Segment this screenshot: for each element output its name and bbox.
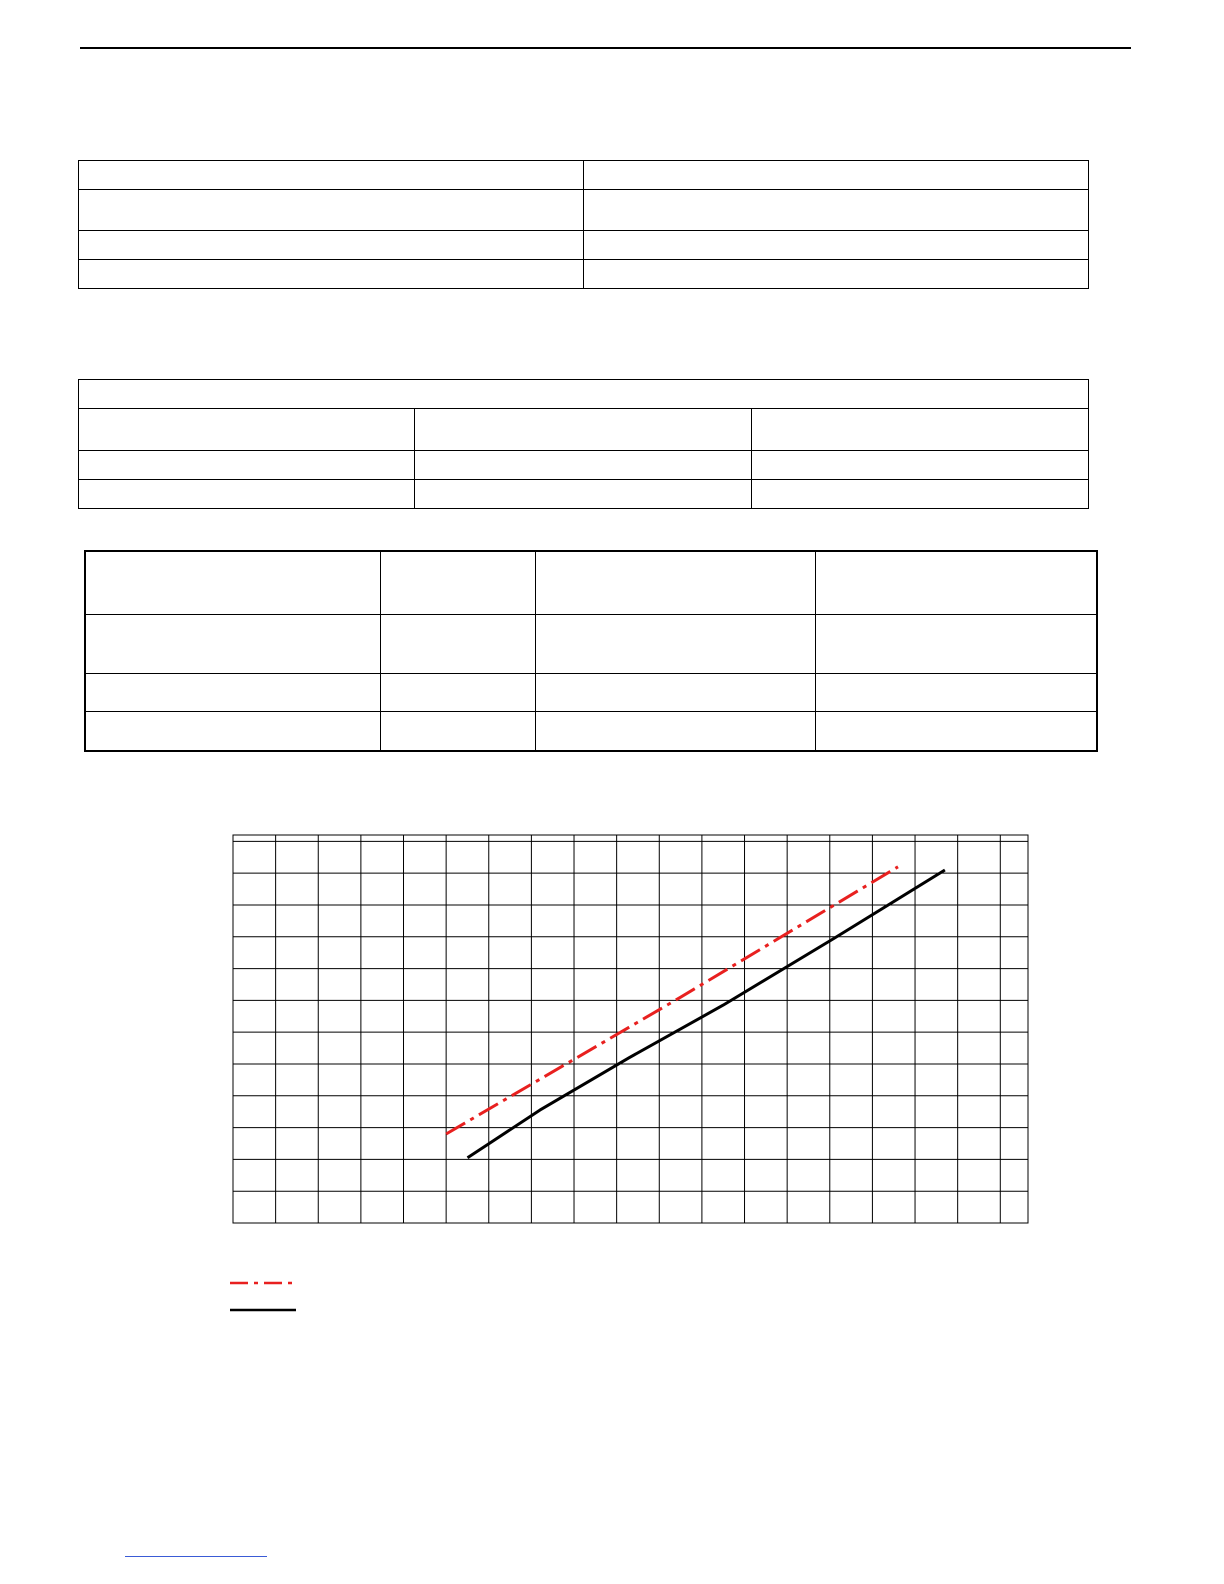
table-cell: [752, 451, 1089, 480]
table-cell: [535, 673, 815, 711]
table-cell: [535, 614, 815, 673]
table-header-cell: [79, 380, 1089, 409]
table-cell: [79, 161, 584, 190]
chart-series-group: [446, 867, 945, 1158]
table-cell: [415, 480, 752, 509]
spec-table-1: [78, 160, 1089, 289]
header-rule: [80, 47, 1131, 49]
chart-legend: [230, 1270, 310, 1320]
table-cell: [79, 451, 415, 480]
table-cell: [85, 551, 380, 614]
table-cell: [415, 451, 752, 480]
table-header-row: [79, 380, 1089, 409]
table-cell: [85, 614, 380, 673]
table-cell: [815, 614, 1097, 673]
table-cell: [815, 673, 1097, 711]
table-cell: [584, 260, 1089, 289]
table-cell: [380, 551, 535, 614]
table-row: [79, 161, 1089, 190]
table-row: [79, 231, 1089, 260]
table-cell: [535, 711, 815, 751]
table-cell: [79, 190, 584, 231]
spec-table-2: [78, 379, 1089, 509]
table-cell: [752, 480, 1089, 509]
table-cell: [584, 190, 1089, 231]
table-row: [79, 409, 1089, 451]
table-cell: [380, 673, 535, 711]
table-cell: [584, 161, 1089, 190]
table-cell: [752, 409, 1089, 451]
table-cell: [79, 260, 584, 289]
table-row: [79, 190, 1089, 231]
table-cell: [79, 231, 584, 260]
table-row: [85, 711, 1097, 751]
spec-table-3: [84, 550, 1098, 752]
table-row: [85, 551, 1097, 614]
table-row: [79, 451, 1089, 480]
table-cell: [85, 673, 380, 711]
table-cell: [380, 614, 535, 673]
table-row: [79, 480, 1089, 509]
table-cell: [584, 231, 1089, 260]
table-cell: [815, 711, 1097, 751]
series-line-2: [468, 870, 945, 1158]
table-cell: [85, 711, 380, 751]
table-cell: [815, 551, 1097, 614]
table-cell: [535, 551, 815, 614]
table-row: [85, 673, 1097, 711]
table-cell: [415, 409, 752, 451]
table-row: [79, 260, 1089, 289]
table-cell: [79, 409, 415, 451]
line-chart: [232, 834, 1029, 1224]
footer-link-underline[interactable]: [125, 1556, 267, 1557]
table-cell: [79, 480, 415, 509]
table-cell: [380, 711, 535, 751]
table-row: [85, 614, 1097, 673]
